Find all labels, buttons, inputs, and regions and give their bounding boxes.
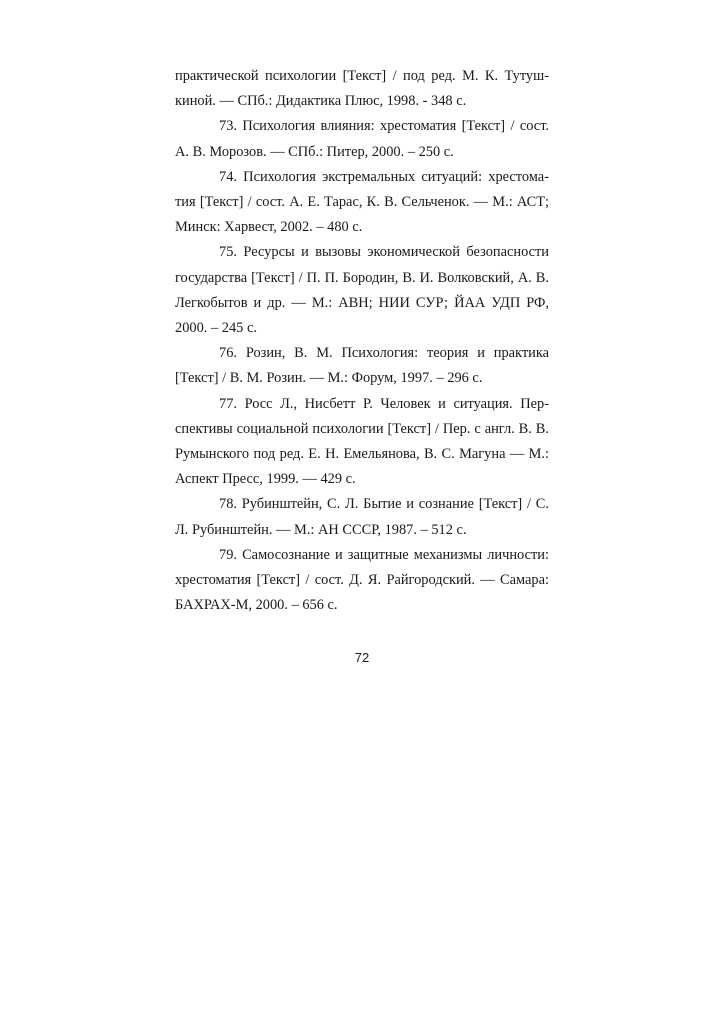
bibliography-entry-77: 77. Росс Л., Нисбетт Р. Человек и ситуация. Пер-спективы социальной психологии [Текст] / Пер. с англ. В. В. Румынского под ред. Е. Н. Емельянова, В. С. Магуна — М.: Аспект Пресс, 1999. — 429 с. <box>175 395 549 488</box>
bibliography-entry-continued: практической психологии [Текст] / под ред. М. К. Тутуш-киной. — СПб.: Дидактика Плюс, 1998. - 348 с. <box>175 68 549 110</box>
bibliography-entry-73: 73. Психология влияния: хрестоматия [Текст] / сост. А. В. Морозов. — СПб.: Питер, 2000. – 250 с. <box>175 118 549 160</box>
bibliography-entry-76: 76. Розин, В. М. Психология: теория и практика [Текст] / В. М. Розин. — М.: Форум, 1997. – 296 с. <box>175 345 549 387</box>
bibliography-list <box>175 64 549 618</box>
page-number: 72 <box>354 650 370 665</box>
bibliography-entry-79: 79. Самосознание и защитные механизмы личности: хрестоматия [Текст] / сост. Д. Я. Райгородский. — Самара: БАХРАХ-М, 2000. – 656 с. <box>175 546 549 614</box>
bibliography-entry-75: 75. Ресурсы и вызовы экономической безопасности государства [Текст] / П. П. Бородин, В. И. Волковский, А. В. Легкобытов и др. — М.: АВН; НИИ СУР; ЙАА УДП РФ, 2000. – 245 с. <box>175 244 549 337</box>
bibliography-entry-74: 74. Психология экстремальных ситуаций: хрестома-тия [Текст] / сост. А. Е. Тарас, К. В. Сельченок. — М.: АСТ; Минск: Харвест, 2002. – 480 с. <box>175 168 549 236</box>
bibliography-entry-78: 78. Рубинштейн, С. Л. Бытие и сознание [Текст] / С. Л. Рубинштейн. — М.: АН СССР, 1987. – 512 с. <box>175 496 549 538</box>
